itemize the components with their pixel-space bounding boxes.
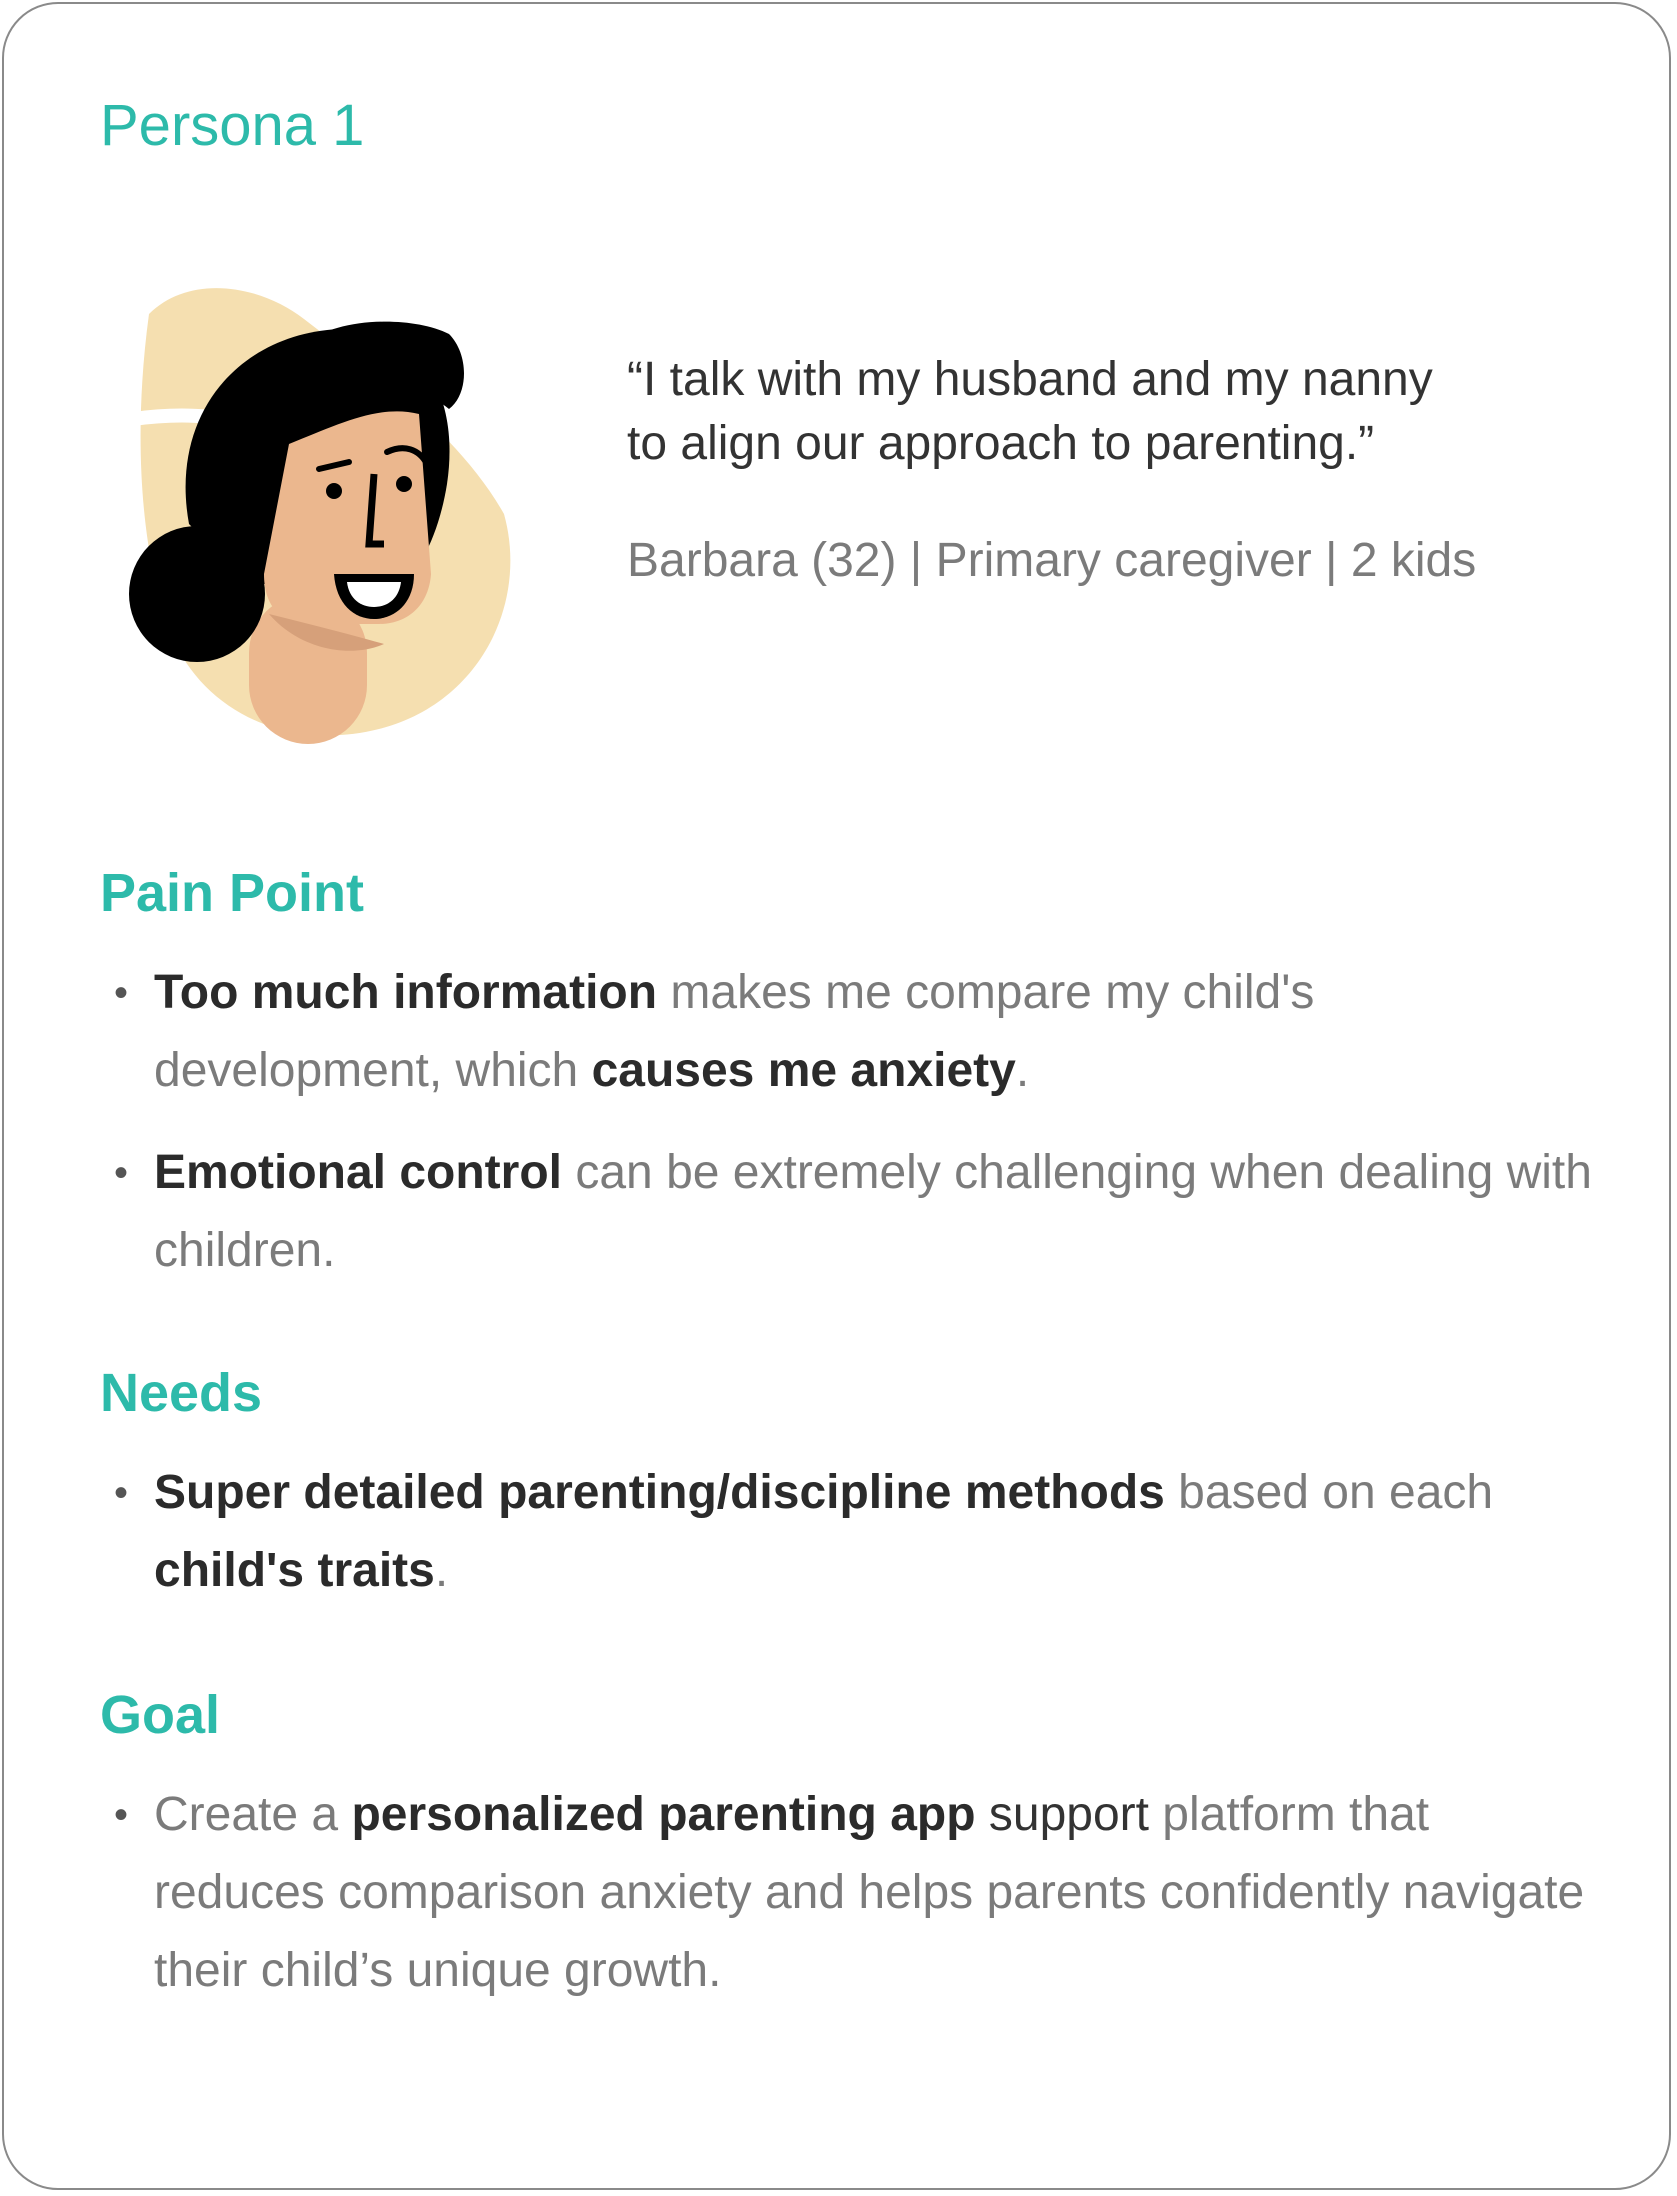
goal-list (100, 1776, 1600, 2034)
pain-point-heading: Pain Point (100, 863, 365, 923)
persona-title: Persona 1 (100, 93, 365, 158)
bullet-icon: • (114, 1471, 129, 1515)
bullet-icon: • (114, 1793, 129, 1837)
woman-avatar-icon (129, 274, 529, 744)
needs-heading: Needs (100, 1363, 263, 1423)
bullet-icon: • (114, 971, 129, 1015)
list-item: • Create a personalized parenting app support platform that reduces comparison anxiety and helps parents confidently navigate their child’s unique growth. (100, 1776, 1600, 2010)
needs-list (100, 1454, 1600, 1634)
persona-card (2, 2, 1671, 2190)
persona-meta: Barbara (32) | Primary caregiver | 2 kids (627, 534, 1477, 587)
quote-line-1: “I talk with my husband and my nanny (627, 353, 1433, 406)
list-item: • Too much information makes me compare my child's development, which causes me anxiety. (100, 954, 1600, 1110)
pain-point-list (100, 954, 1600, 1314)
list-item: • Super detailed parenting/discipline methods based on each child's traits. (100, 1454, 1600, 1610)
bullet-icon: • (114, 1151, 129, 1195)
quote-line-2: to align our approach to parenting.” (627, 417, 1375, 470)
persona-quote (627, 348, 1627, 476)
goal-heading: Goal (100, 1685, 221, 1745)
list-item: • Emotional control can be extremely challenging when dealing with children. (100, 1134, 1600, 1290)
